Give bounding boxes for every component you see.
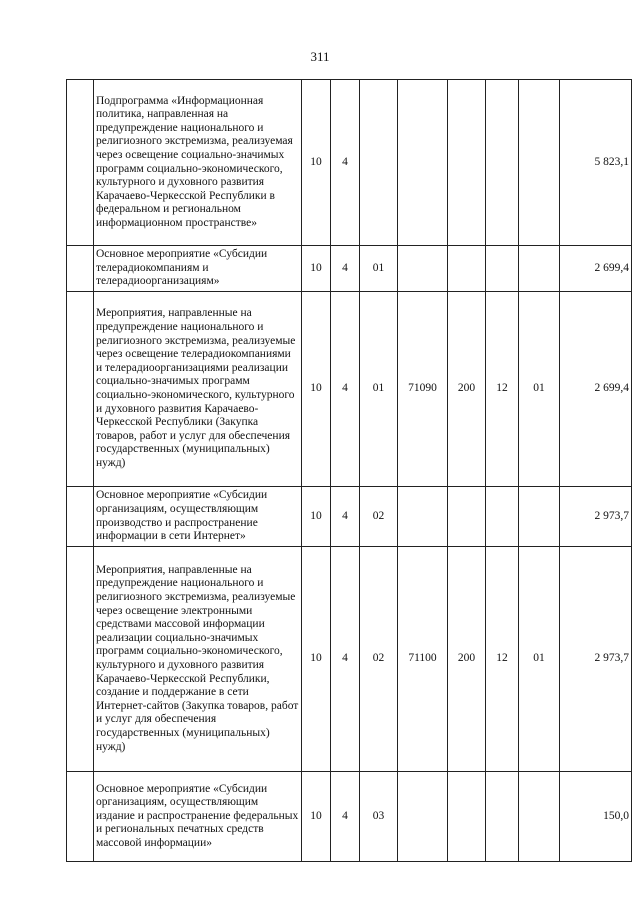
subsection-code xyxy=(519,80,560,246)
table-row xyxy=(67,292,632,487)
amount-cell: 150,0 xyxy=(560,772,632,862)
section-code: 12 xyxy=(486,292,519,487)
program-code: 01 xyxy=(360,292,398,487)
budget-table xyxy=(66,79,632,862)
amount-cell: 2 699,4 xyxy=(560,246,632,292)
row-name: Основное мероприятие «Субсидии организациям, осуществляющим издание и распространение федеральных и региональных печатных средств массовой информации» xyxy=(94,772,302,862)
empty-cell xyxy=(67,80,94,246)
section-code xyxy=(486,80,519,246)
table-row xyxy=(67,487,632,547)
section-code xyxy=(486,772,519,862)
row-name: Основное мероприятие «Субсидии телерадиокомпаниям и телерадиоорганизациям» xyxy=(94,246,302,292)
code-cell: 4 xyxy=(331,772,360,862)
amount-cell: 2 973,7 xyxy=(560,487,632,547)
direction-code xyxy=(398,772,448,862)
subsection-code xyxy=(519,246,560,292)
empty-cell xyxy=(67,292,94,487)
empty-cell xyxy=(67,246,94,292)
code-cell: 4 xyxy=(331,292,360,487)
expense-type: 200 xyxy=(448,292,486,487)
program-code: 02 xyxy=(360,547,398,772)
table-row xyxy=(67,80,632,246)
row-name: Основное мероприятие «Субсидии организациям, осуществляющим производство и распространение информации в сети Интернет» xyxy=(94,487,302,547)
expense-type xyxy=(448,246,486,292)
amount-cell: 5 823,1 xyxy=(560,80,632,246)
expense-type xyxy=(448,80,486,246)
code-cell: 4 xyxy=(331,80,360,246)
code-cell: 10 xyxy=(302,547,331,772)
expense-type: 200 xyxy=(448,547,486,772)
table-row xyxy=(67,772,632,862)
code-cell: 4 xyxy=(331,487,360,547)
code-cell: 10 xyxy=(302,292,331,487)
expense-type xyxy=(448,487,486,547)
subsection-code xyxy=(519,772,560,862)
direction-code xyxy=(398,246,448,292)
code-cell: 4 xyxy=(331,547,360,772)
code-cell: 10 xyxy=(302,487,331,547)
program-code: 02 xyxy=(360,487,398,547)
row-name: Подпрограмма «Информационная политика, направленная на предупреждение национального и религиозного экстремизма, реализуемая через освещение социально-значимых программ социально-экономического, культурного и духовного развития Карачаево-Черкесской Республики в федеральном и региональном информационном пространстве» xyxy=(94,80,302,246)
row-name: Мероприятия, направленные на предупреждение национального и религиозного экстремизма, реализуемые через освещение телерадиокомпаниями и телерадиоорганизациями реализации социально-значимых программ социально-экономического, культурного и духовного развития Карачаево-Черкесской Республики (Закупка товаров, работ и услуг для обеспечения государственных (муниципальных) нужд) xyxy=(94,292,302,487)
section-code xyxy=(486,487,519,547)
empty-cell xyxy=(67,547,94,772)
direction-code xyxy=(398,487,448,547)
code-cell: 10 xyxy=(302,80,331,246)
expense-type xyxy=(448,772,486,862)
empty-cell xyxy=(67,772,94,862)
subsection-code: 01 xyxy=(519,547,560,772)
row-name: Мероприятия, направленные на предупреждение национального и религиозного экстремизма, реализуемые через освещение электронными средствами массовой информации реализации социально-значимых программ социально-экономического, культурного и духовного развития Карачаево-Черкесской Республики, создание и поддержание в сети Интернет-сайтов (Закупка товаров, работ и услуг для обеспечения государственных (муниципальных) нужд) xyxy=(94,547,302,772)
code-cell: 10 xyxy=(302,246,331,292)
code-cell: 10 xyxy=(302,772,331,862)
subsection-code xyxy=(519,487,560,547)
table-row xyxy=(67,547,632,772)
empty-cell xyxy=(67,487,94,547)
amount-cell: 2 699,4 xyxy=(560,292,632,487)
page-number: 311 xyxy=(310,49,330,64)
table-row xyxy=(67,246,632,292)
code-cell: 4 xyxy=(331,246,360,292)
direction-code: 71100 xyxy=(398,547,448,772)
amount-cell: 2 973,7 xyxy=(560,547,632,772)
direction-code: 71090 xyxy=(398,292,448,487)
program-code: 01 xyxy=(360,246,398,292)
program-code xyxy=(360,80,398,246)
program-code: 03 xyxy=(360,772,398,862)
section-code: 12 xyxy=(486,547,519,772)
section-code xyxy=(486,246,519,292)
direction-code xyxy=(398,80,448,246)
subsection-code: 01 xyxy=(519,292,560,487)
